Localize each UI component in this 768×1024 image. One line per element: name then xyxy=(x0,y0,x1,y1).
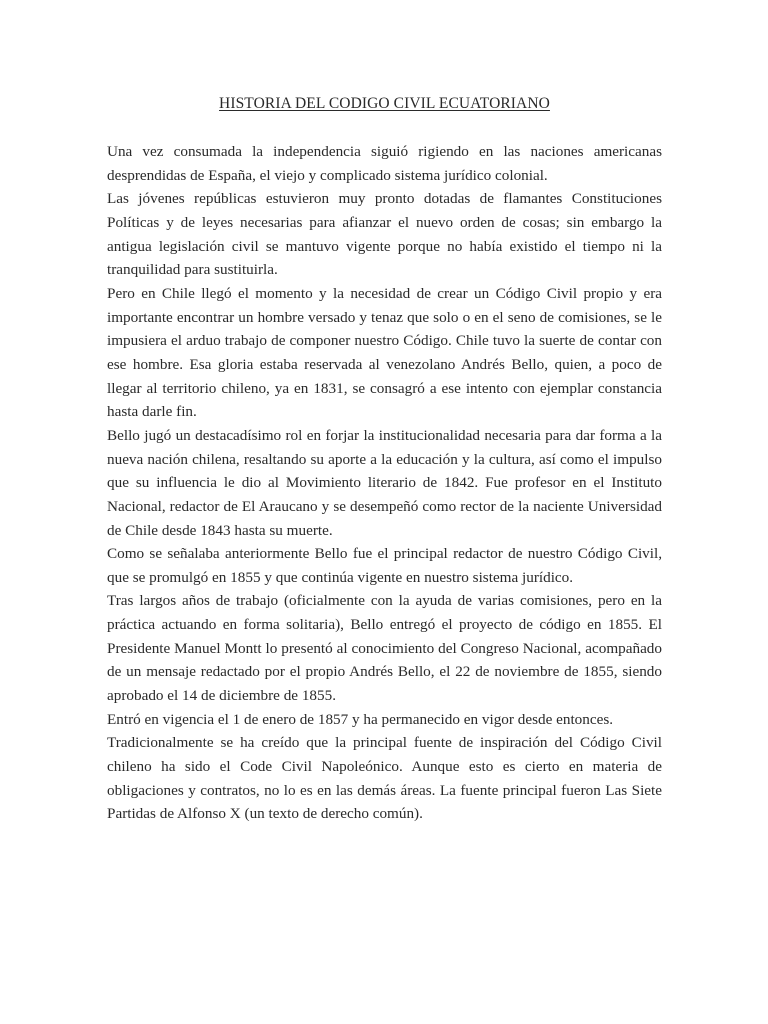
paragraph-principal-redactor: Como se señalaba anteriormente Bello fue el principal redactor de nuestro Código Civil, que se promulgó en 1855 y que continúa vigente en nuestro sistema jurídico. xyxy=(107,545,662,586)
paragraph-jovenes-republicas: Las jóvenes repúblicas estuvieron muy pronto dotadas de flamantes Constituciones Políticas y de leyes necesarias para afianzar el nuevo orden de cosas; sin embargo la antigua legislación civil se mantuvo vigente porque no había existido el tiempo ni la tranquilidad para sustituirla. xyxy=(107,190,662,279)
paragraph-proyecto-codigo: Tras largos años de trabajo (oficialmente con la ayuda de varias comisiones, pero en la práctica actuando en forma solitaria), Bello entregó el proyecto de código en 1855. El Presidente Manuel Montt lo presentó al conocimiento del Congreso Nacional, acompañado de un mensaje redactado por el propio Andrés Bello, el 22 de noviembre de 1855, siendo aprobado el 14 de diciembre de 1855. xyxy=(107,592,662,705)
paragraph-bello-rol: Bello jugó un destacadísimo rol en forjar la institucionalidad necesaria para dar forma a la nueva nación chilena, resaltando su aporte a la educación y la cultura, así como el impulso que su influencia le dio al Movimiento literario de 1842. Fue profesor en el Instituto Nacional, redactor de El Araucano y se desempeñó como rector de la naciente Universidad de Chile desde 1843 hasta su muerte. xyxy=(107,426,662,539)
document-title: HISTORIA DEL CODIGO CIVIL ECUATORIANO xyxy=(219,95,550,112)
paragraph-fuente-inspiracion: Tradicionalmente se ha creído que la principal fuente de inspiración del Código Civil chileno ha sido el Code Civil Napoleónico. Aunque esto es cierto en materia de obligaciones y contratos, no lo es en las demás áreas. La fuente principal fueron Las Siete Partidas de Alfonso X (un texto de derecho común). xyxy=(107,734,662,823)
paragraph-independencia: Una vez consumada la independencia siguió rigiendo en las naciones americanas desprendidas de España, el viejo y complicado sistema jurídico colonial. xyxy=(107,143,662,184)
document-body xyxy=(107,140,662,826)
paragraph-chile-codigo: Pero en Chile llegó el momento y la necesidad de crear un Código Civil propio y era importante encontrar un hombre versado y tenaz que solo o en el seno de comisiones, se le impusiera el arduo trabajo de componer nuestro Código. Chile tuvo la suerte de contar con ese hombre. Esa gloria estaba reservada al venezolano Andrés Bello, quien, a poco de llegar al territorio chileno, ya en 1831, se consagró a ese intento con ejemplar constancia hasta darle fin. xyxy=(107,284,662,421)
paragraph-vigencia: Entró en vigencia el 1 de enero de 1857 y ha permanecido en vigor desde entonces. xyxy=(107,710,614,728)
